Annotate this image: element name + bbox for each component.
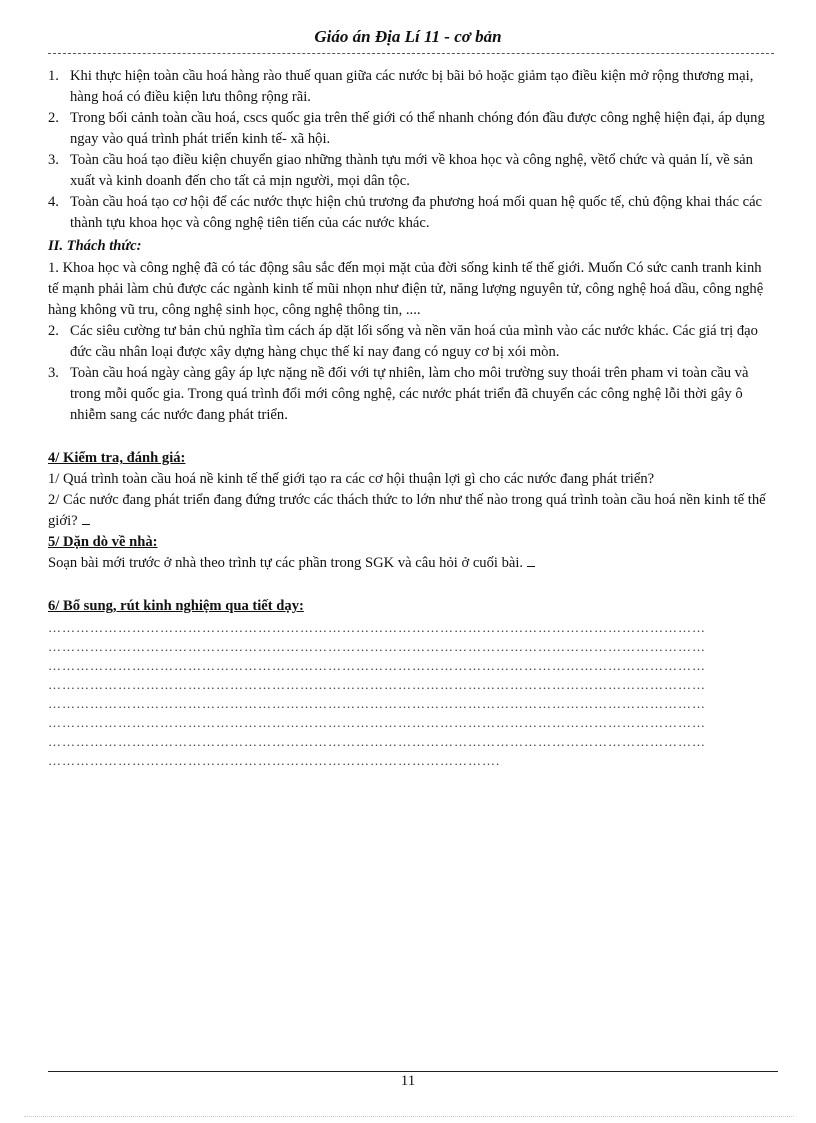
challenge-first-paragraph: 1. Khoa học và công nghệ đã có tác động sâu sắc đến mọi mặt của đời sống kinh tế thế giới. Muốn Có sức canh tranh kinh tế mạnh phải làm chủ được các ngành kinh tế mũi nhọn như điện tử, năng lượng nguyên tử, công nghệ hoá dầu, công nghệ hàng không vũ tru, công nghệ sinh học, công nghệ thông tin, ....	[48, 260, 764, 318]
list-number: 2.	[48, 110, 59, 126]
list-text: Trong bối cảnh toàn cầu hoá, cscs quốc gia trên thế giới có thể nhanh chóng đón đầu được công nghệ hiện đại, áp dụng ngay vào quá trình phát triển kinh tế- xã hội.	[70, 110, 765, 147]
list-item	[48, 150, 770, 192]
supplement-heading: 6/ Bổ sung, rút kinh nghiệm qua tiết dạy:	[48, 598, 304, 614]
dotted-line: ……………………………………………………………………………………………………………………………	[48, 639, 706, 654]
list-number: 2.	[48, 323, 59, 339]
list-text: Khi thực hiện toàn cầu hoá hàng rào thuế quan giữa các nước bị bãi bỏ hoặc giảm tạo điều kiện mở rộng thương mại, hàng hoá có điều kiện lưu thông rộng rãi.	[70, 68, 754, 105]
challenges-list	[48, 321, 770, 426]
list-number: 4.	[48, 194, 59, 210]
list-text: Toàn cầu hoá ngày càng gây áp lực nặng nề đối với tự nhiên, làm cho môi trường suy thoái trên pham vi toàn cầu và trong mỗi quốc gia. Trong quá trình đổi mới công nghệ, các nước phát triển đã chuyển các công nghệ lỗi thời gây ô nhiễm sang các nước đang phát triển.	[70, 365, 749, 423]
list-item	[48, 321, 770, 363]
dotted-line: ……………………………………………………………………………………………………………………………	[48, 696, 706, 711]
assessment-question-2-wrap	[48, 490, 770, 532]
footer-divider	[48, 1071, 778, 1072]
list-text: Toàn cầu hoá tạo cơ hội để các nước thực hiện chủ trương đa phương hoá mối quan hệ quốc tế, chủ động khai thác các thành tựu khoa học và công nghệ tiên tiến của các nước khác.	[70, 194, 763, 231]
dotted-line: ……………………………………………………………………………………………………………………………	[48, 677, 706, 692]
list-item	[48, 108, 770, 150]
assessment-question-1: 1/ Quá trình toàn cầu hoá nề kinh tế thế giới tạo ra các cơ hội thuận lợi gì cho các nước đang phát triển?	[48, 471, 655, 487]
homework-text-wrap	[48, 553, 770, 574]
spacer	[48, 574, 770, 596]
page-number: 11	[400, 1073, 416, 1089]
challenges-heading: II. Thách thức:	[48, 238, 142, 254]
assessment-heading: 4/ Kiểm tra, đánh giá:	[48, 450, 186, 466]
homework-heading: 5/ Dặn dò về nhà:	[48, 534, 158, 550]
underscore-mark	[82, 514, 90, 525]
dotted-line: ……………………………………………………………………………………………………………………………	[48, 658, 706, 673]
assessment-question-2: 2/ Các nước đang phát triển đang đứng trước các thách thức to lớn như thế nào trong quá trình toàn cầu hoá nền kinh tế thế giới?	[48, 492, 766, 529]
dotted-line: ……………………………………………………………………………………………………………………………	[48, 620, 706, 635]
dotted-line: ……………………………………………………………………………………………………………………………	[48, 715, 706, 730]
header-divider	[48, 53, 774, 54]
list-item	[48, 363, 770, 426]
dotted-line: …………………………………………………………………………………….	[48, 753, 501, 768]
list-item	[48, 66, 770, 108]
underscore-mark	[527, 556, 535, 567]
list-item	[48, 192, 770, 234]
list-text: Các siêu cường tư bản chủ nghĩa tìm cách áp dặt lối sống và nền văn hoá của mình vào các nước khác. Các giá trị đạo đức cầu nhân loại được xây dựng hàng chục thế kỉ nay đang có nguy cơ bị xói mòn.	[70, 323, 758, 360]
spacer	[48, 426, 770, 448]
content-body	[48, 66, 770, 769]
page-header-title: Giáo án Địa Lí 11 - cơ bản	[314, 27, 502, 46]
homework-text: Soạn bài mới trước ở nhà theo trình tự các phần trong SGK và câu hỏi ở cuối bài.	[48, 555, 524, 571]
dotted-line: ……………………………………………………………………………………………………………………………	[48, 734, 706, 749]
list-number: 1.	[48, 68, 59, 84]
list-number: 3.	[48, 365, 59, 381]
page-bottom-border	[24, 1116, 794, 1117]
list-number: 3.	[48, 152, 59, 168]
list-text: Toàn cầu hoá tạo điều kiện chuyển giao những thành tựu mới về khoa học và công nghệ, vềtổ chức và quản lí, về sản xuất và kinh doanh đến cho tất cả mịn người, mọi dân tộc.	[70, 152, 753, 189]
opportunities-list	[48, 66, 770, 234]
